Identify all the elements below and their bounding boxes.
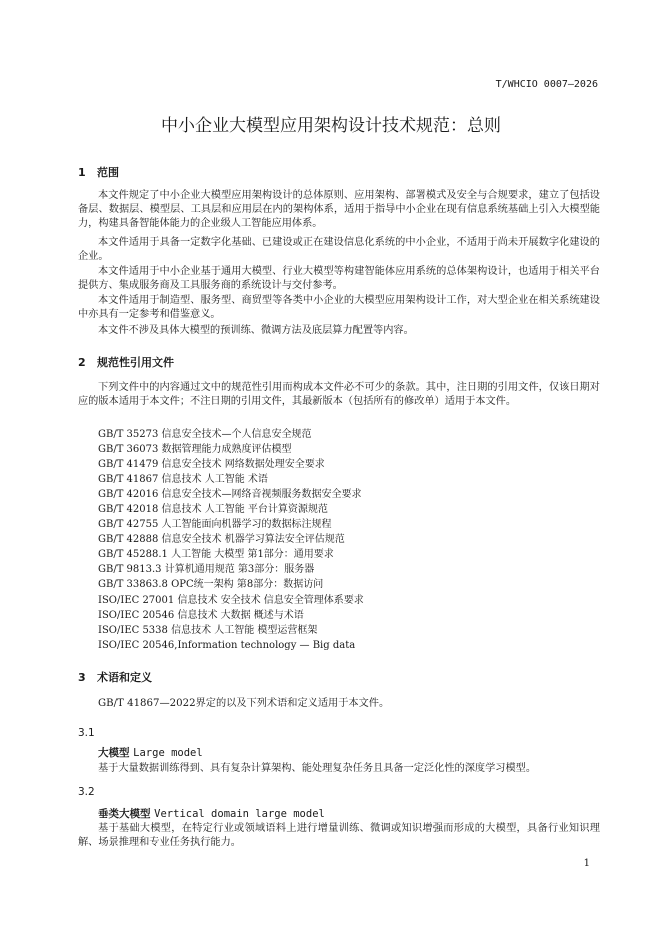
section-title: 范围 (97, 166, 119, 179)
paragraph: 本文件适用于中小企业基于通用大模型、行业大模型等构建智能体应用系统的总体架构设计，也适用于相关平台提供方、集成服务商及工具服务商的系统设计与交付参考。 (78, 266, 600, 291)
reference-item: GB/T 33863.8 OPC统一架构 第8部分：数据访问 (98, 579, 324, 590)
paragraph: 本文件规定了中小企业大模型应用架构设计的总体原则、应用架构、部署模式及安全与合规要求，建立了包括设备层、数据层、模型层、工具层和应用层在内的架构体系，适用于指导中小企业在现有信息系统基础上引入大模型能力，构建具备智能体能力的企业级人工智能应用体系。 (78, 190, 600, 229)
section-number: 2 (78, 356, 86, 369)
reference-item: GB/T 42018 信息技术 人工智能 平台计算资源规范 (98, 504, 328, 515)
reference-item: GB/T 36073 数据管理能力成熟度评估模型 (98, 444, 292, 455)
term-name-cn: 垂类大模型 (98, 808, 151, 820)
section-3-heading (78, 669, 152, 685)
section-2-heading (78, 354, 174, 370)
reference-item: GB/T 35273 信息安全技术—个人信息安全规范 (98, 429, 312, 440)
section-1-heading (78, 164, 119, 180)
reference-item: GB/T 42755 人工智能面向机器学习的数据标注规程 (98, 519, 332, 530)
paragraph: GB/T 41867—2022界定的以及下列术语和定义适用于本文件。 (98, 698, 390, 709)
section-title: 规范性引用文件 (97, 356, 174, 369)
term-definition: 基于大量数据训练得到、具有复杂计算架构、能处理复杂任务且具备一定泛化性的深度学习模型。 (98, 763, 537, 774)
paragraph: 下列文件中的内容通过文中的规范性引用而构成本文件必不可少的条款。其中，注日期的引用文件，仅该日期对应的版本适用于本文件；不注日期的引用文件，其最新版本（包括所有的修改单）适用于本文件。 (78, 382, 600, 407)
reference-item: ISO/IEC 20546 信息技术 大数据 概述与术语 (98, 610, 304, 621)
reference-item: GB/T 45288.1 人工智能 大模型 第1部分：通用要求 (98, 549, 334, 560)
reference-item: GB/T 41867 信息技术 人工智能 术语 (98, 474, 268, 485)
reference-item: GB/T 9813.3 计算机通用规范 第3部分：服务器 (98, 564, 315, 575)
reference-item: GB/T 42888 信息安全技术 机器学习算法安全评估规范 (98, 534, 345, 545)
section-title: 术语和定义 (97, 671, 152, 684)
paragraph: 本文件适用于制造型、服务型、商贸型等各类中小企业的大模型应用架构设计工作，对大型企业在相关系统建设中亦具有一定参考和借鉴意义。 (78, 295, 600, 320)
term-name-en: Large model (133, 747, 203, 759)
term-name-cn: 大模型 (98, 747, 130, 759)
reference-item: GB/T 41479 信息安全技术 网络数据处理安全要求 (98, 459, 325, 470)
page-title: 中小企业大模型应用架构设计技术规范：总则 (161, 116, 501, 136)
page-number: 1 (583, 858, 590, 869)
document-number: T/WHCIO 0007—2026 (495, 79, 598, 90)
term-number: 3.1 (78, 727, 95, 739)
reference-item: GB/T 42016 信息安全技术—网络音视频服务数据安全要求 (98, 489, 362, 500)
term-name (98, 806, 325, 821)
term-number: 3.2 (78, 786, 95, 798)
reference-item: ISO/IEC 20546,Information technology — Big data (98, 640, 356, 651)
section-number: 3 (78, 671, 86, 684)
reference-item: ISO/IEC 27001 信息技术 安全技术 信息安全管理体系要求 (98, 595, 364, 606)
reference-item: ISO/IEC 5338 信息技术 人工智能 模型运营框架 (98, 625, 318, 636)
term-name (98, 745, 203, 760)
paragraph: 本文件不涉及具体大模型的预训练、微调方法及底层算力配置等内容。 (98, 325, 414, 336)
term-definition: 基于基础大模型，在特定行业或领域语料上进行增量训练、微调或知识增强而形成的大模型，具备行业知识理解、场景推理和专业任务执行能力。 (78, 823, 600, 848)
paragraph: 本文件适用于具备一定数字化基础、已建设或正在建设信息化系统的中小企业，不适用于尚未开展数字化建设的企业。 (78, 237, 600, 262)
section-number: 1 (78, 166, 86, 179)
term-name-en: Vertical domain large model (154, 808, 325, 820)
